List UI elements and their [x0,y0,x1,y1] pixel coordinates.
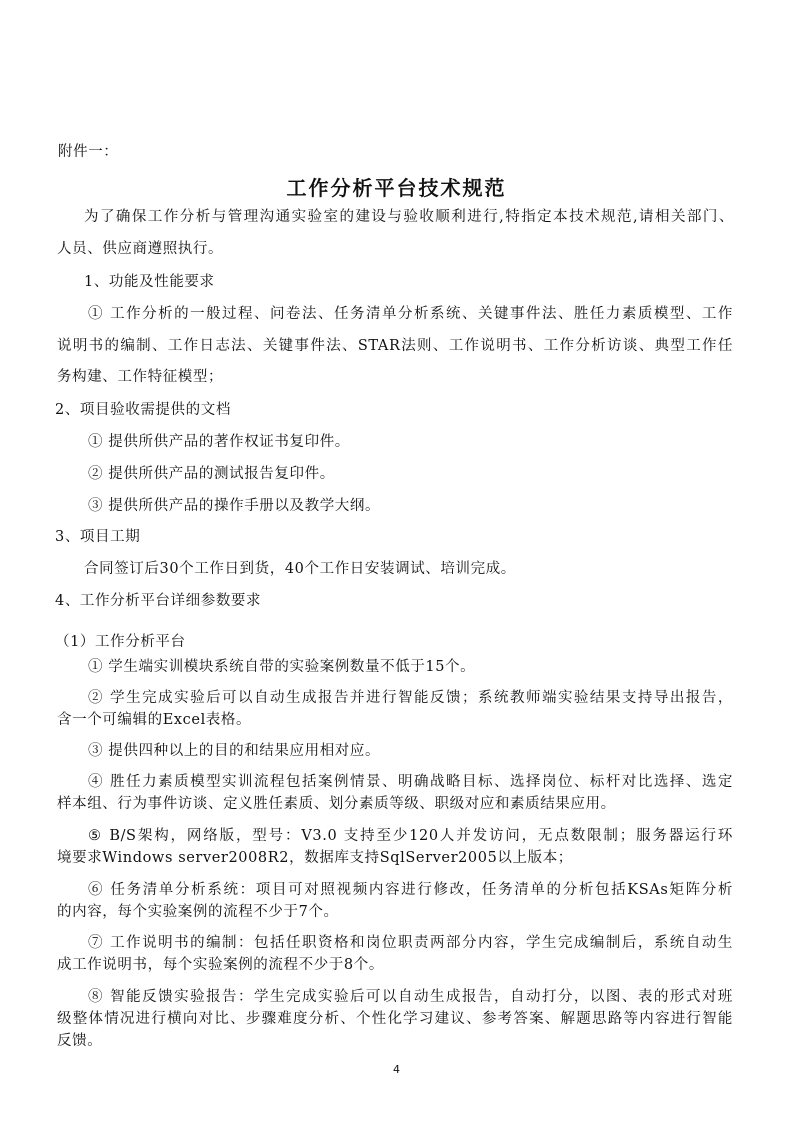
paragraph-line: 合同签订后30个工作日到货，40个工作日安装调试、培训完成。 [84,561,516,577]
section-heading: 1、功能及性能要求 [84,274,215,290]
list-item: ⑤ B/S架构，网络版，型号：V3.0 支持至少120人并发访问，无点数限制；服务器运行环 [88,828,733,844]
attachment-label: 附件一： [58,144,119,160]
list-item: ⑧ 智能反馈实验报告：学生完成实验后可以自动生成报告，自动打分，以图、表的形式对班 [88,989,733,1005]
list-item-cont: 样本组、行为事件访谈、定义胜任素质、划分素质等级、职级对应和素质结果应用。 [57,796,616,812]
list-item: ② 学生完成实验后可以自动生成报告并进行智能反馈；系统教师端实验结果支持导出报告， [88,690,733,706]
section-heading: 4、工作分析平台详细参数要求 [55,593,262,609]
list-item-cont: 含一个可编辑的Excel表格。 [57,712,252,728]
list-item-cont: 成工作说明书，每个实验案例的流程不少于8个。 [57,957,384,973]
list-item-cont: 的内容，每个实验案例的流程不少于7个。 [57,904,339,920]
section-heading: 3、项目工期 [55,529,141,545]
intro-line: 人员、供应商遵照执行。 [57,241,224,257]
list-item-cont: 境要求Windows server2008R2，数据库支持SqlServer2005以上版本； [57,850,573,866]
list-item-cont: 反馈。 [57,1033,103,1049]
list-item: ⑦ 工作说明书的编制：包括任职资格和岗位职责两部分内容，学生完成编制后，系统自动生 [88,935,733,951]
list-item: ④ 胜任力素质模型实训流程包括案例情景、明确战略目标、选择岗位、标杆对比选择、选定 [88,774,733,790]
page-title: 工作分析平台技术规范 [286,176,507,200]
intro-line: 为了确保工作分析与管理沟通实验室的建设与验收顺利进行,特指定本技术规范,请相关部门、 [84,209,734,225]
list-item: ① 学生端实训模块系统自带的实验案例数量不低于15个。 [88,659,476,675]
subsection-heading: （1）工作分析平台 [55,634,186,650]
paragraph-line: 务构建、工作特征模型； [57,369,224,385]
list-item: ③ 提供四种以上的目的和结果应用相对应。 [88,743,381,759]
list-item-cont: 级整体情况进行横向对比、步骤难度分析、个性化学习建议、参考答案、解题思路等内容进行智能 [57,1011,733,1027]
paragraph-line: 说明书的编制、工作日志法、关键事件法、STAR法则、工作说明书、工作分析访谈、典型工作任 [57,338,733,354]
page-number: 4 [393,1063,400,1076]
paragraph-line: ① 工作分析的一般过程、问卷法、任务清单分析系统、关键事件法、胜任力素质模型、工作 [88,306,733,322]
section-heading: 2、项目验收需提供的文档 [55,402,231,418]
list-item: ③ 提供所供产品的操作手册以及教学大纲。 [88,498,381,514]
list-item: ① 提供所供产品的著作权证书复印件。 [88,434,350,450]
list-item: ⑥ 任务清单分析系统：项目可对照视频内容进行修改，任务清单的分析包括KSAs矩阵分析 [88,882,733,898]
list-item: ② 提供所供产品的测试报告复印件。 [88,466,335,482]
